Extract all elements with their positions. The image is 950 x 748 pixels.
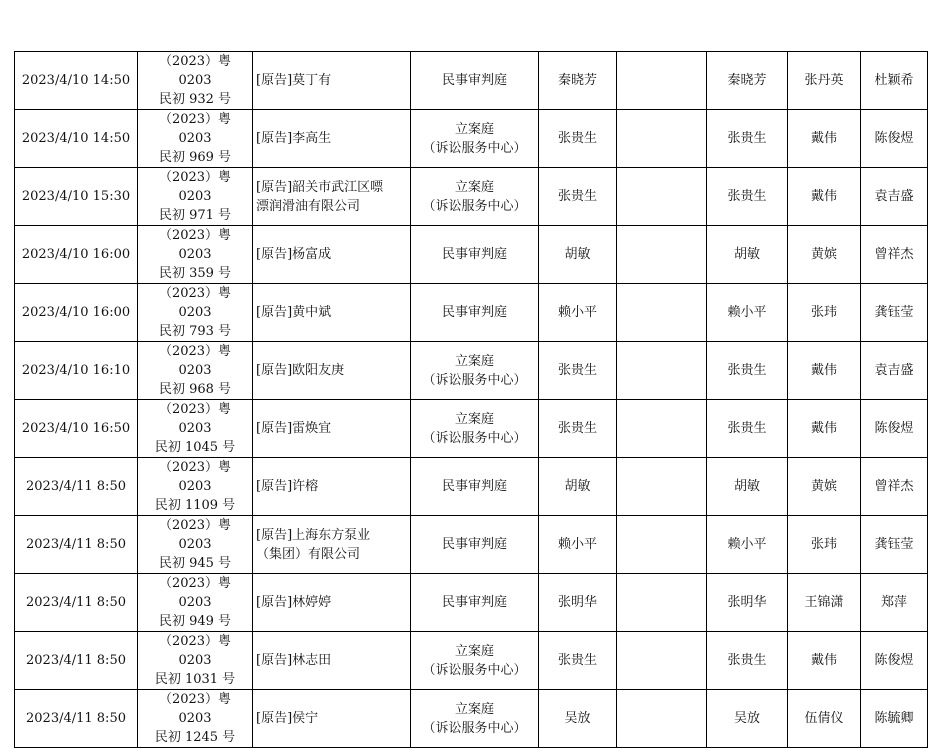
court-division-text: 立案庭: [454, 411, 494, 427]
clerk-cell: [788, 226, 861, 284]
case-number-cell: [138, 110, 253, 168]
court-division-text: 民事审判庭: [441, 73, 507, 88]
party-text: [原告]上海东方泵业: [256, 527, 371, 543]
court-division-text: 立案庭: [454, 121, 494, 137]
recorder-cell: [861, 110, 928, 168]
clerk-text: 戴伟: [810, 189, 837, 204]
case-number-text: （2023）粤 0203: [158, 576, 232, 610]
presiding-judge-text: 胡敏: [733, 479, 760, 494]
court-division-cell: [411, 168, 539, 226]
judge-cell: [539, 516, 617, 574]
member-cell: [617, 342, 707, 400]
hearing-time-text: 2023/4/11 8:50: [26, 537, 126, 552]
case-number-text: 民初 793 号: [158, 324, 232, 339]
judge-text: 张明华: [557, 595, 597, 610]
case-number-text: 民初 1031 号: [154, 672, 236, 687]
recorder-cell: [861, 400, 928, 458]
court-division-cell: [411, 516, 539, 574]
hearing-time-text: 2023/4/10 15:30: [21, 189, 131, 204]
hearing-time-cell: [15, 516, 138, 574]
judge-cell: [539, 226, 617, 284]
recorder-text: 陈俊煜: [874, 421, 914, 436]
member-cell: [617, 284, 707, 342]
judge-cell: [539, 690, 617, 748]
party-text: （集团）有限公司: [256, 546, 361, 562]
party-text: [原告]杨富成: [256, 247, 332, 262]
court-division-cell: [411, 690, 539, 748]
case-number-cell: [138, 574, 253, 632]
judge-text: 张贵生: [557, 653, 597, 668]
hearing-time-text: 2023/4/10 16:00: [21, 305, 131, 320]
member-cell: [617, 574, 707, 632]
presiding-judge-cell: [707, 632, 788, 690]
presiding-judge-text: 吴放: [733, 711, 760, 726]
party-text: [原告]莫丁有: [256, 73, 332, 88]
member-cell: [617, 458, 707, 516]
clerk-cell: [788, 400, 861, 458]
recorder-text: 杜颖希: [874, 73, 914, 88]
clerk-text: 伍倩仪: [804, 711, 844, 726]
hearing-time-text: 2023/4/11 8:50: [26, 595, 126, 610]
member-cell: [617, 516, 707, 574]
party-text: [原告]雷焕宜: [256, 421, 332, 436]
recorder-text: 陈毓卿: [874, 711, 914, 726]
case-number-text: （2023）粤 0203: [158, 692, 232, 726]
case-number-text: （2023）粤 0203: [158, 112, 232, 146]
judge-cell: [539, 284, 617, 342]
party-cell: [253, 574, 411, 632]
judge-text: 张贵生: [557, 189, 597, 204]
judge-text: 吴放: [564, 711, 591, 726]
clerk-text: 王锦潇: [804, 595, 844, 610]
court-division-cell: [411, 110, 539, 168]
table-row: [15, 400, 928, 458]
clerk-text: 黄嫔: [810, 247, 837, 262]
party-cell: [253, 226, 411, 284]
case-number-text: （2023）粤 0203: [158, 286, 232, 320]
judge-cell: [539, 574, 617, 632]
recorder-cell: [861, 632, 928, 690]
recorder-cell: [861, 168, 928, 226]
hearing-time-cell: [15, 284, 138, 342]
party-text: [原告]侯宁: [256, 711, 319, 726]
court-division-text: （诉讼服务中心）: [422, 140, 527, 156]
court-division-text: 立案庭: [454, 643, 494, 659]
court-division-text: 立案庭: [454, 701, 494, 717]
judge-cell: [539, 52, 617, 110]
party-cell: [253, 690, 411, 748]
member-cell: [617, 632, 707, 690]
table-row: [15, 458, 928, 516]
judge-text: 赖小平: [557, 537, 597, 552]
case-number-text: 民初 945 号: [158, 556, 232, 571]
court-division-text: 立案庭: [454, 179, 494, 195]
court-division-text: 民事审判庭: [441, 479, 507, 494]
hearing-time-cell: [15, 110, 138, 168]
hearing-time-text: 2023/4/11 8:50: [26, 479, 126, 494]
judge-text: 秦晓芳: [557, 73, 597, 88]
hearing-time-text: 2023/4/10 16:00: [21, 247, 131, 262]
hearing-time-text: 2023/4/11 8:50: [26, 711, 126, 726]
clerk-text: 戴伟: [810, 653, 837, 668]
member-cell: [617, 690, 707, 748]
hearing-time-text: 2023/4/10 16:10: [21, 363, 131, 378]
presiding-judge-cell: [707, 342, 788, 400]
table-row: [15, 284, 928, 342]
table-row: [15, 110, 928, 168]
member-cell: [617, 110, 707, 168]
case-number-text: 民初 971 号: [158, 208, 232, 223]
court-division-text: 立案庭: [454, 353, 494, 369]
presiding-judge-cell: [707, 52, 788, 110]
case-number-text: （2023）粤 0203: [158, 54, 232, 88]
recorder-cell: [861, 516, 928, 574]
table-row: [15, 632, 928, 690]
case-number-text: （2023）粤 0203: [158, 170, 232, 204]
presiding-judge-cell: [707, 110, 788, 168]
court-division-text: （诉讼服务中心）: [422, 720, 527, 736]
court-division-text: 民事审判庭: [441, 305, 507, 320]
case-number-cell: [138, 690, 253, 748]
clerk-cell: [788, 632, 861, 690]
court-division-text: （诉讼服务中心）: [422, 198, 527, 214]
party-text: [原告]欧阳友庚: [256, 363, 345, 378]
table-row: [15, 690, 928, 748]
presiding-judge-cell: [707, 574, 788, 632]
table-row: [15, 574, 928, 632]
party-text: [原告]林志田: [256, 653, 332, 668]
hearing-time-text: 2023/4/10 14:50: [21, 73, 131, 88]
case-number-cell: [138, 458, 253, 516]
party-cell: [253, 400, 411, 458]
judge-text: 胡敏: [564, 479, 591, 494]
court-division-cell: [411, 342, 539, 400]
member-cell: [617, 168, 707, 226]
table-row: [15, 226, 928, 284]
recorder-cell: [861, 52, 928, 110]
party-text: 漂润滑油有限公司: [256, 198, 361, 214]
party-cell: [253, 284, 411, 342]
case-number-text: （2023）粤 0203: [158, 634, 232, 668]
party-cell: [253, 342, 411, 400]
party-cell: [253, 632, 411, 690]
presiding-judge-cell: [707, 400, 788, 458]
case-number-text: 民初 359 号: [158, 266, 232, 281]
judge-text: 张贵生: [557, 131, 597, 146]
recorder-cell: [861, 574, 928, 632]
recorder-text: 袁吉盛: [874, 363, 914, 378]
presiding-judge-cell: [707, 168, 788, 226]
judge-cell: [539, 458, 617, 516]
recorder-text: 郑萍: [880, 595, 907, 610]
table-row: [15, 516, 928, 574]
presiding-judge-cell: [707, 516, 788, 574]
court-division-text: （诉讼服务中心）: [422, 372, 527, 388]
case-number-cell: [138, 168, 253, 226]
judge-cell: [539, 632, 617, 690]
presiding-judge-cell: [707, 458, 788, 516]
member-cell: [617, 226, 707, 284]
recorder-cell: [861, 226, 928, 284]
table-row: [15, 342, 928, 400]
case-number-cell: [138, 632, 253, 690]
judge-cell: [539, 400, 617, 458]
member-cell: [617, 52, 707, 110]
presiding-judge-cell: [707, 284, 788, 342]
presiding-judge-text: 张贵生: [727, 363, 767, 378]
case-number-text: （2023）粤 0203: [158, 518, 232, 552]
clerk-text: 张丹英: [804, 73, 844, 88]
recorder-text: 龚钰莹: [874, 305, 914, 320]
case-number-text: 民初 932 号: [158, 92, 232, 107]
table-row: [15, 52, 928, 110]
clerk-cell: [788, 458, 861, 516]
clerk-cell: [788, 574, 861, 632]
recorder-text: 龚钰莹: [874, 537, 914, 552]
court-division-cell: [411, 52, 539, 110]
judge-text: 胡敏: [564, 247, 591, 262]
hearing-time-cell: [15, 168, 138, 226]
hearing-time-cell: [15, 690, 138, 748]
hearing-time-text: 2023/4/10 16:50: [21, 421, 131, 436]
recorder-text: 曾祥杰: [874, 479, 914, 494]
clerk-cell: [788, 342, 861, 400]
case-number-text: （2023）粤 0203: [158, 402, 232, 436]
recorder-text: 曾祥杰: [874, 247, 914, 262]
hearing-time-text: 2023/4/11 8:50: [26, 653, 126, 668]
case-number-text: （2023）粤 0203: [158, 460, 232, 494]
hearing-time-cell: [15, 632, 138, 690]
case-number-text: （2023）粤 0203: [158, 228, 232, 262]
recorder-text: 陈俊煜: [874, 131, 914, 146]
judge-cell: [539, 110, 617, 168]
clerk-text: 张玮: [810, 537, 837, 552]
presiding-judge-text: 胡敏: [733, 247, 760, 262]
hearing-schedule-table: [14, 51, 928, 748]
recorder-text: 袁吉盛: [874, 189, 914, 204]
clerk-cell: [788, 110, 861, 168]
party-cell: [253, 52, 411, 110]
party-text: [原告]林婷婷: [256, 595, 332, 610]
court-division-text: 民事审判庭: [441, 595, 507, 610]
judge-text: 张贵生: [557, 363, 597, 378]
presiding-judge-text: 张贵生: [727, 653, 767, 668]
case-number-cell: [138, 226, 253, 284]
court-division-cell: [411, 574, 539, 632]
clerk-cell: [788, 690, 861, 748]
member-cell: [617, 400, 707, 458]
hearing-time-cell: [15, 458, 138, 516]
party-cell: [253, 516, 411, 574]
hearing-time-cell: [15, 400, 138, 458]
party-cell: [253, 168, 411, 226]
recorder-text: 陈俊煜: [874, 653, 914, 668]
case-number-text: 民初 1245 号: [154, 730, 236, 745]
recorder-cell: [861, 458, 928, 516]
presiding-judge-text: 秦晓芳: [727, 73, 767, 88]
case-number-text: 民初 1109 号: [154, 498, 236, 513]
case-number-cell: [138, 284, 253, 342]
court-division-cell: [411, 632, 539, 690]
court-division-cell: [411, 226, 539, 284]
court-division-cell: [411, 284, 539, 342]
clerk-text: 戴伟: [810, 421, 837, 436]
judge-cell: [539, 342, 617, 400]
clerk-text: 戴伟: [810, 363, 837, 378]
case-number-cell: [138, 52, 253, 110]
case-number-cell: [138, 400, 253, 458]
case-number-text: 民初 1045 号: [154, 440, 236, 455]
party-text: [原告]韶关市武江区嘌: [256, 179, 384, 195]
clerk-cell: [788, 52, 861, 110]
party-cell: [253, 458, 411, 516]
party-cell: [253, 110, 411, 168]
presiding-judge-text: 赖小平: [727, 537, 767, 552]
hearing-time-cell: [15, 52, 138, 110]
clerk-text: 黄嫔: [810, 479, 837, 494]
hearing-time-cell: [15, 574, 138, 632]
recorder-cell: [861, 342, 928, 400]
clerk-text: 戴伟: [810, 131, 837, 146]
presiding-judge-text: 赖小平: [727, 305, 767, 320]
case-number-text: 民初 949 号: [158, 614, 232, 629]
presiding-judge-text: 张贵生: [727, 421, 767, 436]
recorder-cell: [861, 690, 928, 748]
case-number-cell: [138, 516, 253, 574]
presiding-judge-text: 张明华: [727, 595, 767, 610]
hearing-time-cell: [15, 226, 138, 284]
court-division-cell: [411, 400, 539, 458]
recorder-cell: [861, 284, 928, 342]
table-row: [15, 168, 928, 226]
clerk-cell: [788, 168, 861, 226]
clerk-cell: [788, 284, 861, 342]
party-text: [原告]黄中斌: [256, 305, 332, 320]
presiding-judge-cell: [707, 690, 788, 748]
hearing-time-cell: [15, 342, 138, 400]
case-number-cell: [138, 342, 253, 400]
judge-text: 赖小平: [557, 305, 597, 320]
presiding-judge-text: 张贵生: [727, 189, 767, 204]
court-division-text: （诉讼服务中心）: [422, 662, 527, 678]
clerk-text: 张玮: [810, 305, 837, 320]
court-division-text: 民事审判庭: [441, 247, 507, 262]
court-division-text: （诉讼服务中心）: [422, 430, 527, 446]
judge-cell: [539, 168, 617, 226]
presiding-judge-text: 张贵生: [727, 131, 767, 146]
court-division-cell: [411, 458, 539, 516]
party-text: [原告]许榕: [256, 479, 319, 494]
clerk-cell: [788, 516, 861, 574]
presiding-judge-cell: [707, 226, 788, 284]
case-number-text: 民初 968 号: [158, 382, 232, 397]
case-number-text: 民初 969 号: [158, 150, 232, 165]
hearing-time-text: 2023/4/10 14:50: [21, 131, 131, 146]
court-division-text: 民事审判庭: [441, 537, 507, 552]
party-text: [原告]李高生: [256, 131, 332, 146]
schedule-body: [15, 52, 928, 748]
judge-text: 张贵生: [557, 421, 597, 436]
case-number-text: （2023）粤 0203: [158, 344, 232, 378]
